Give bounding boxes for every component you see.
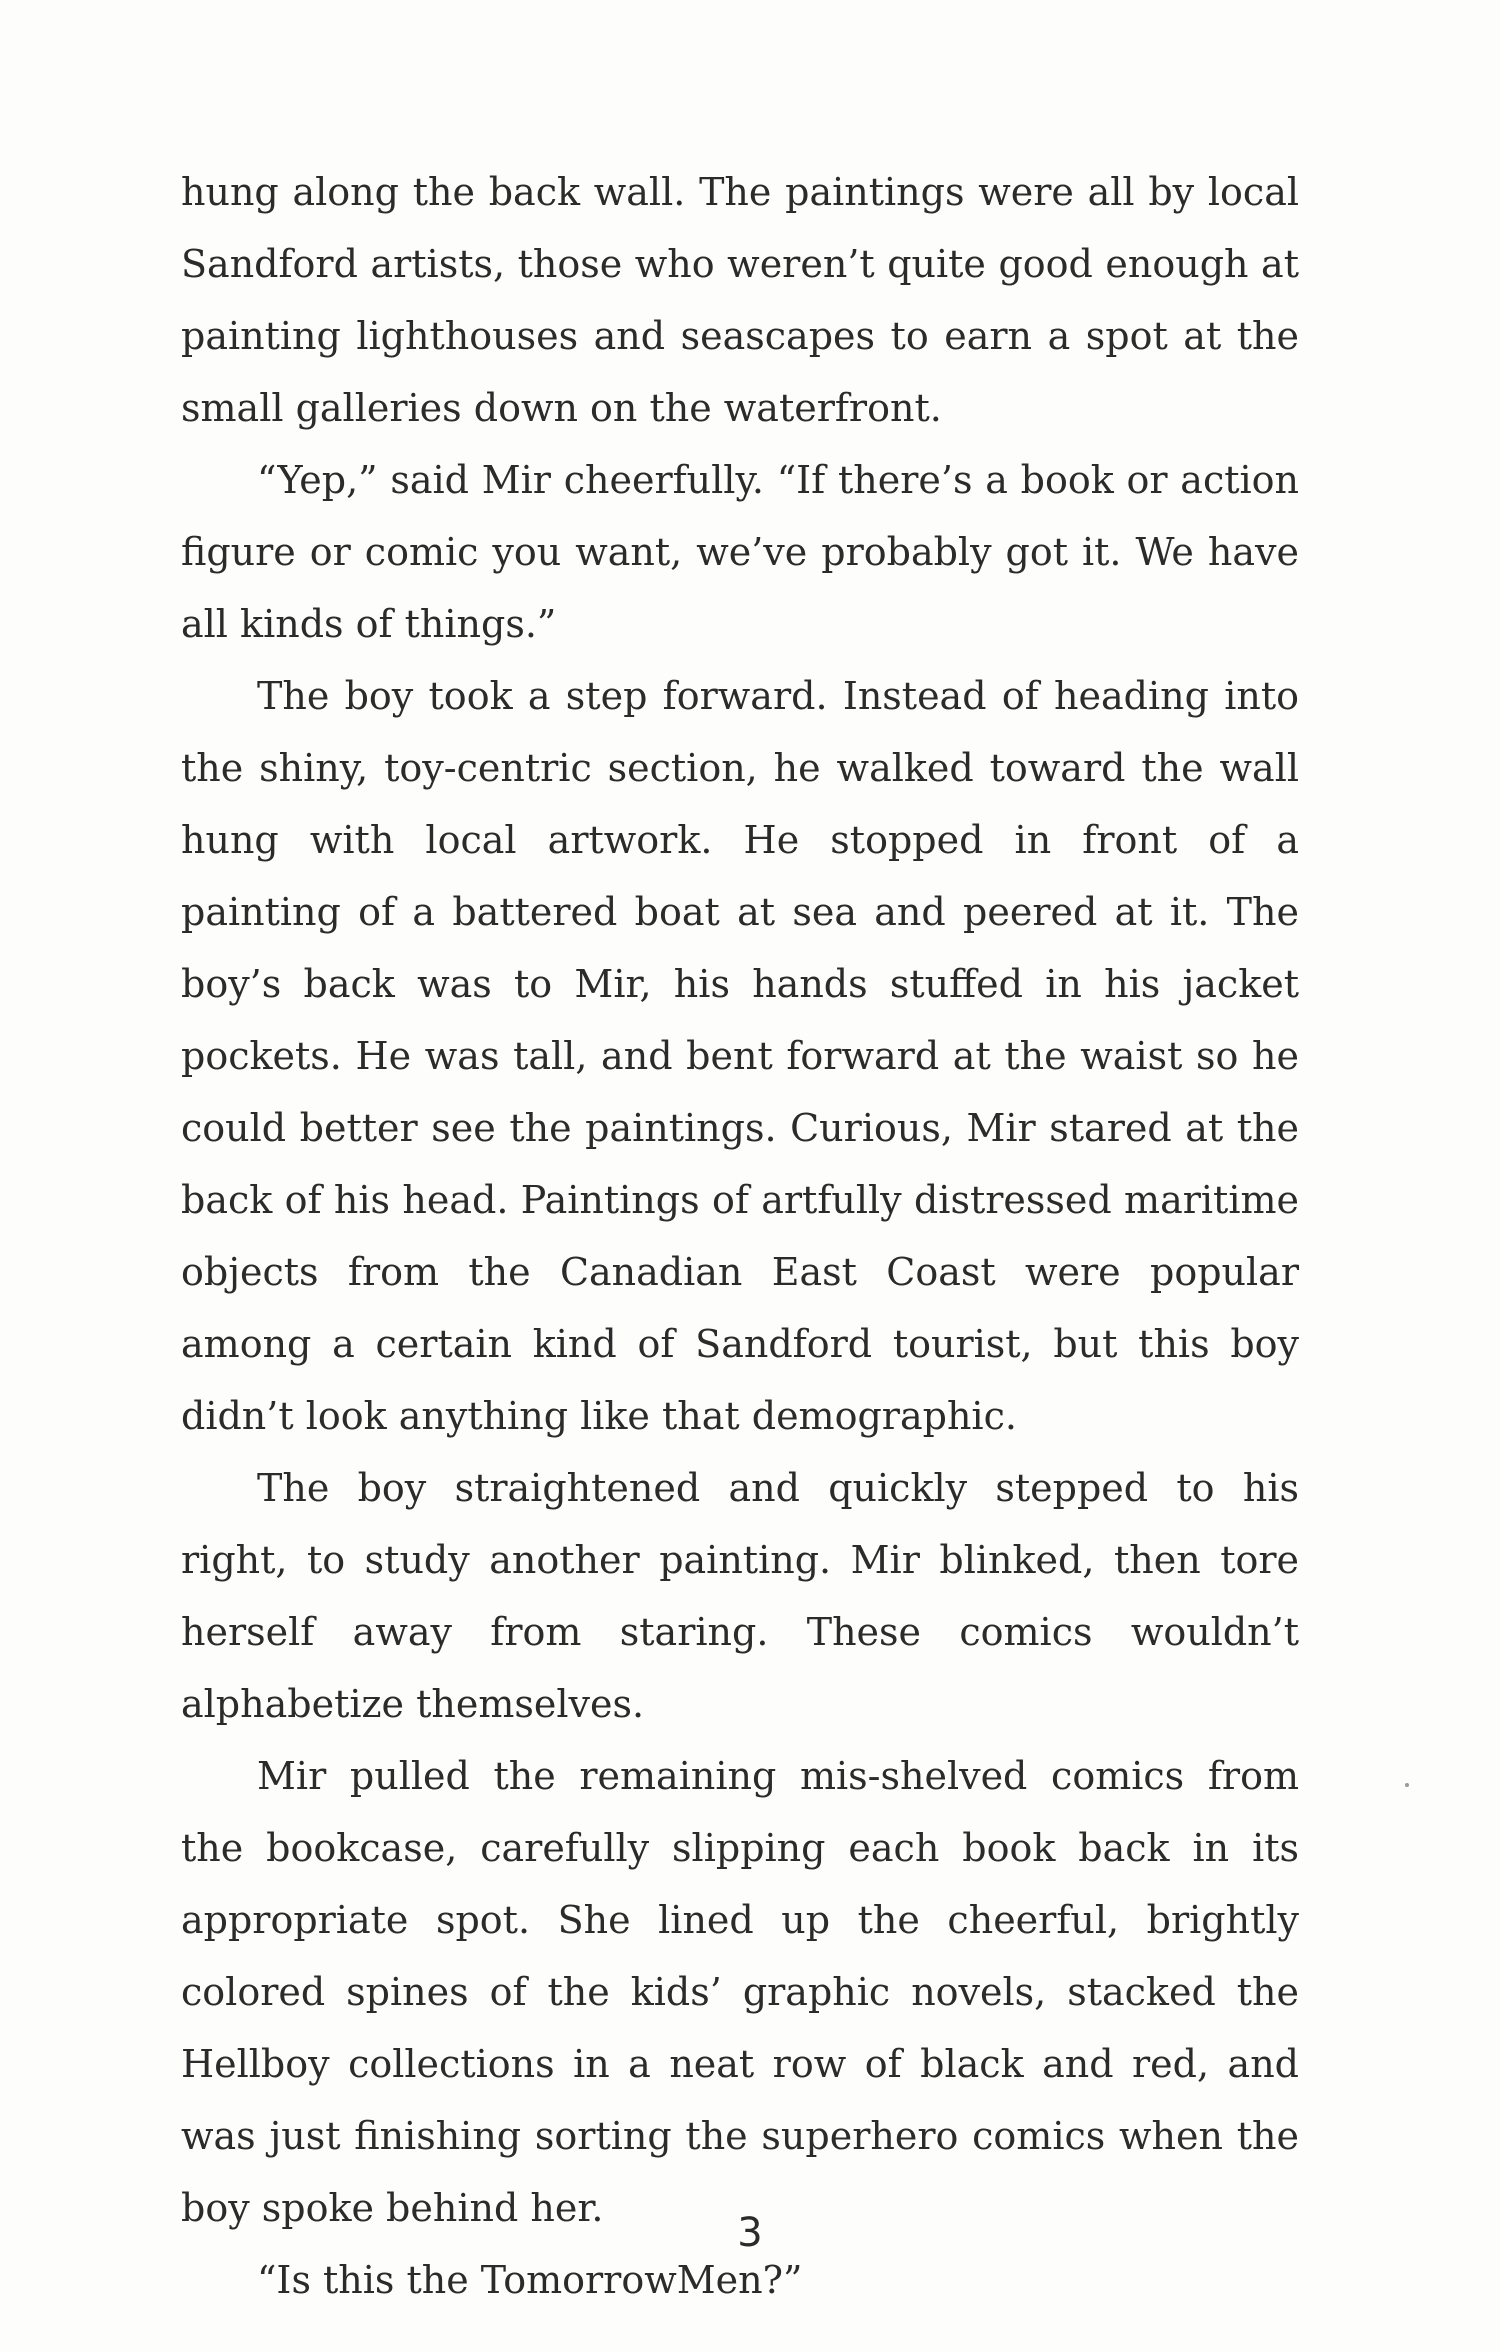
paragraph-3: The boy took a step forward. Instead of heading into the shiny, toy-centric section, he walked toward the wall hung with local artwork. He stopped in front of a painting of a battered boat at sea and peered at it. The boy’s back was to Mir, his hands stuffed in his jacket pockets. He was tall, and bent forward at the waist so he could better see the paintings. Curious, Mir stared at the back of his head. Paintings of artfully distressed maritime objects from the Canadian East Coast were popular among a certain kind of Sandford tourist, but this boy didn’t look anything like that demographic. (181, 674, 1299, 1438)
paragraph-5: Mir pulled the remaining mis-shelved comics from the bookcase, carefully slipping each book back in its appropriate spot. She lined up the cheerful, brightly colored spines of the kids’ graphic novels, stacked the Hellboy collections in a neat row of black and red, and was just finishing sorting the superhero comics when the boy spoke behind her. (181, 1754, 1299, 2230)
paragraph-2: “Yep,” said Mir cheerfully. “If there’s a book or action figure or comic you want, we’ve probably got it. We have all kinds of things.” (181, 458, 1299, 646)
paragraph-6: “Is this the TomorrowMen?” (257, 2258, 803, 2302)
paragraph-1: hung along the back wall. The paintings were all by local Sandford artists, those who weren’t quite good enough at painting lighthouses and seascapes to earn a spot at the small galleries down on the waterfront. (181, 170, 1299, 430)
paragraph-4: The boy straightened and quickly stepped to his right, to study another painting. Mir blinked, then tore herself away from staring. These comics wouldn’t alphabetize themselves. (181, 1466, 1299, 1726)
body-text (181, 156, 1299, 2316)
scan-speck (1405, 1783, 1409, 1787)
page-number: 3 (737, 2210, 763, 2256)
